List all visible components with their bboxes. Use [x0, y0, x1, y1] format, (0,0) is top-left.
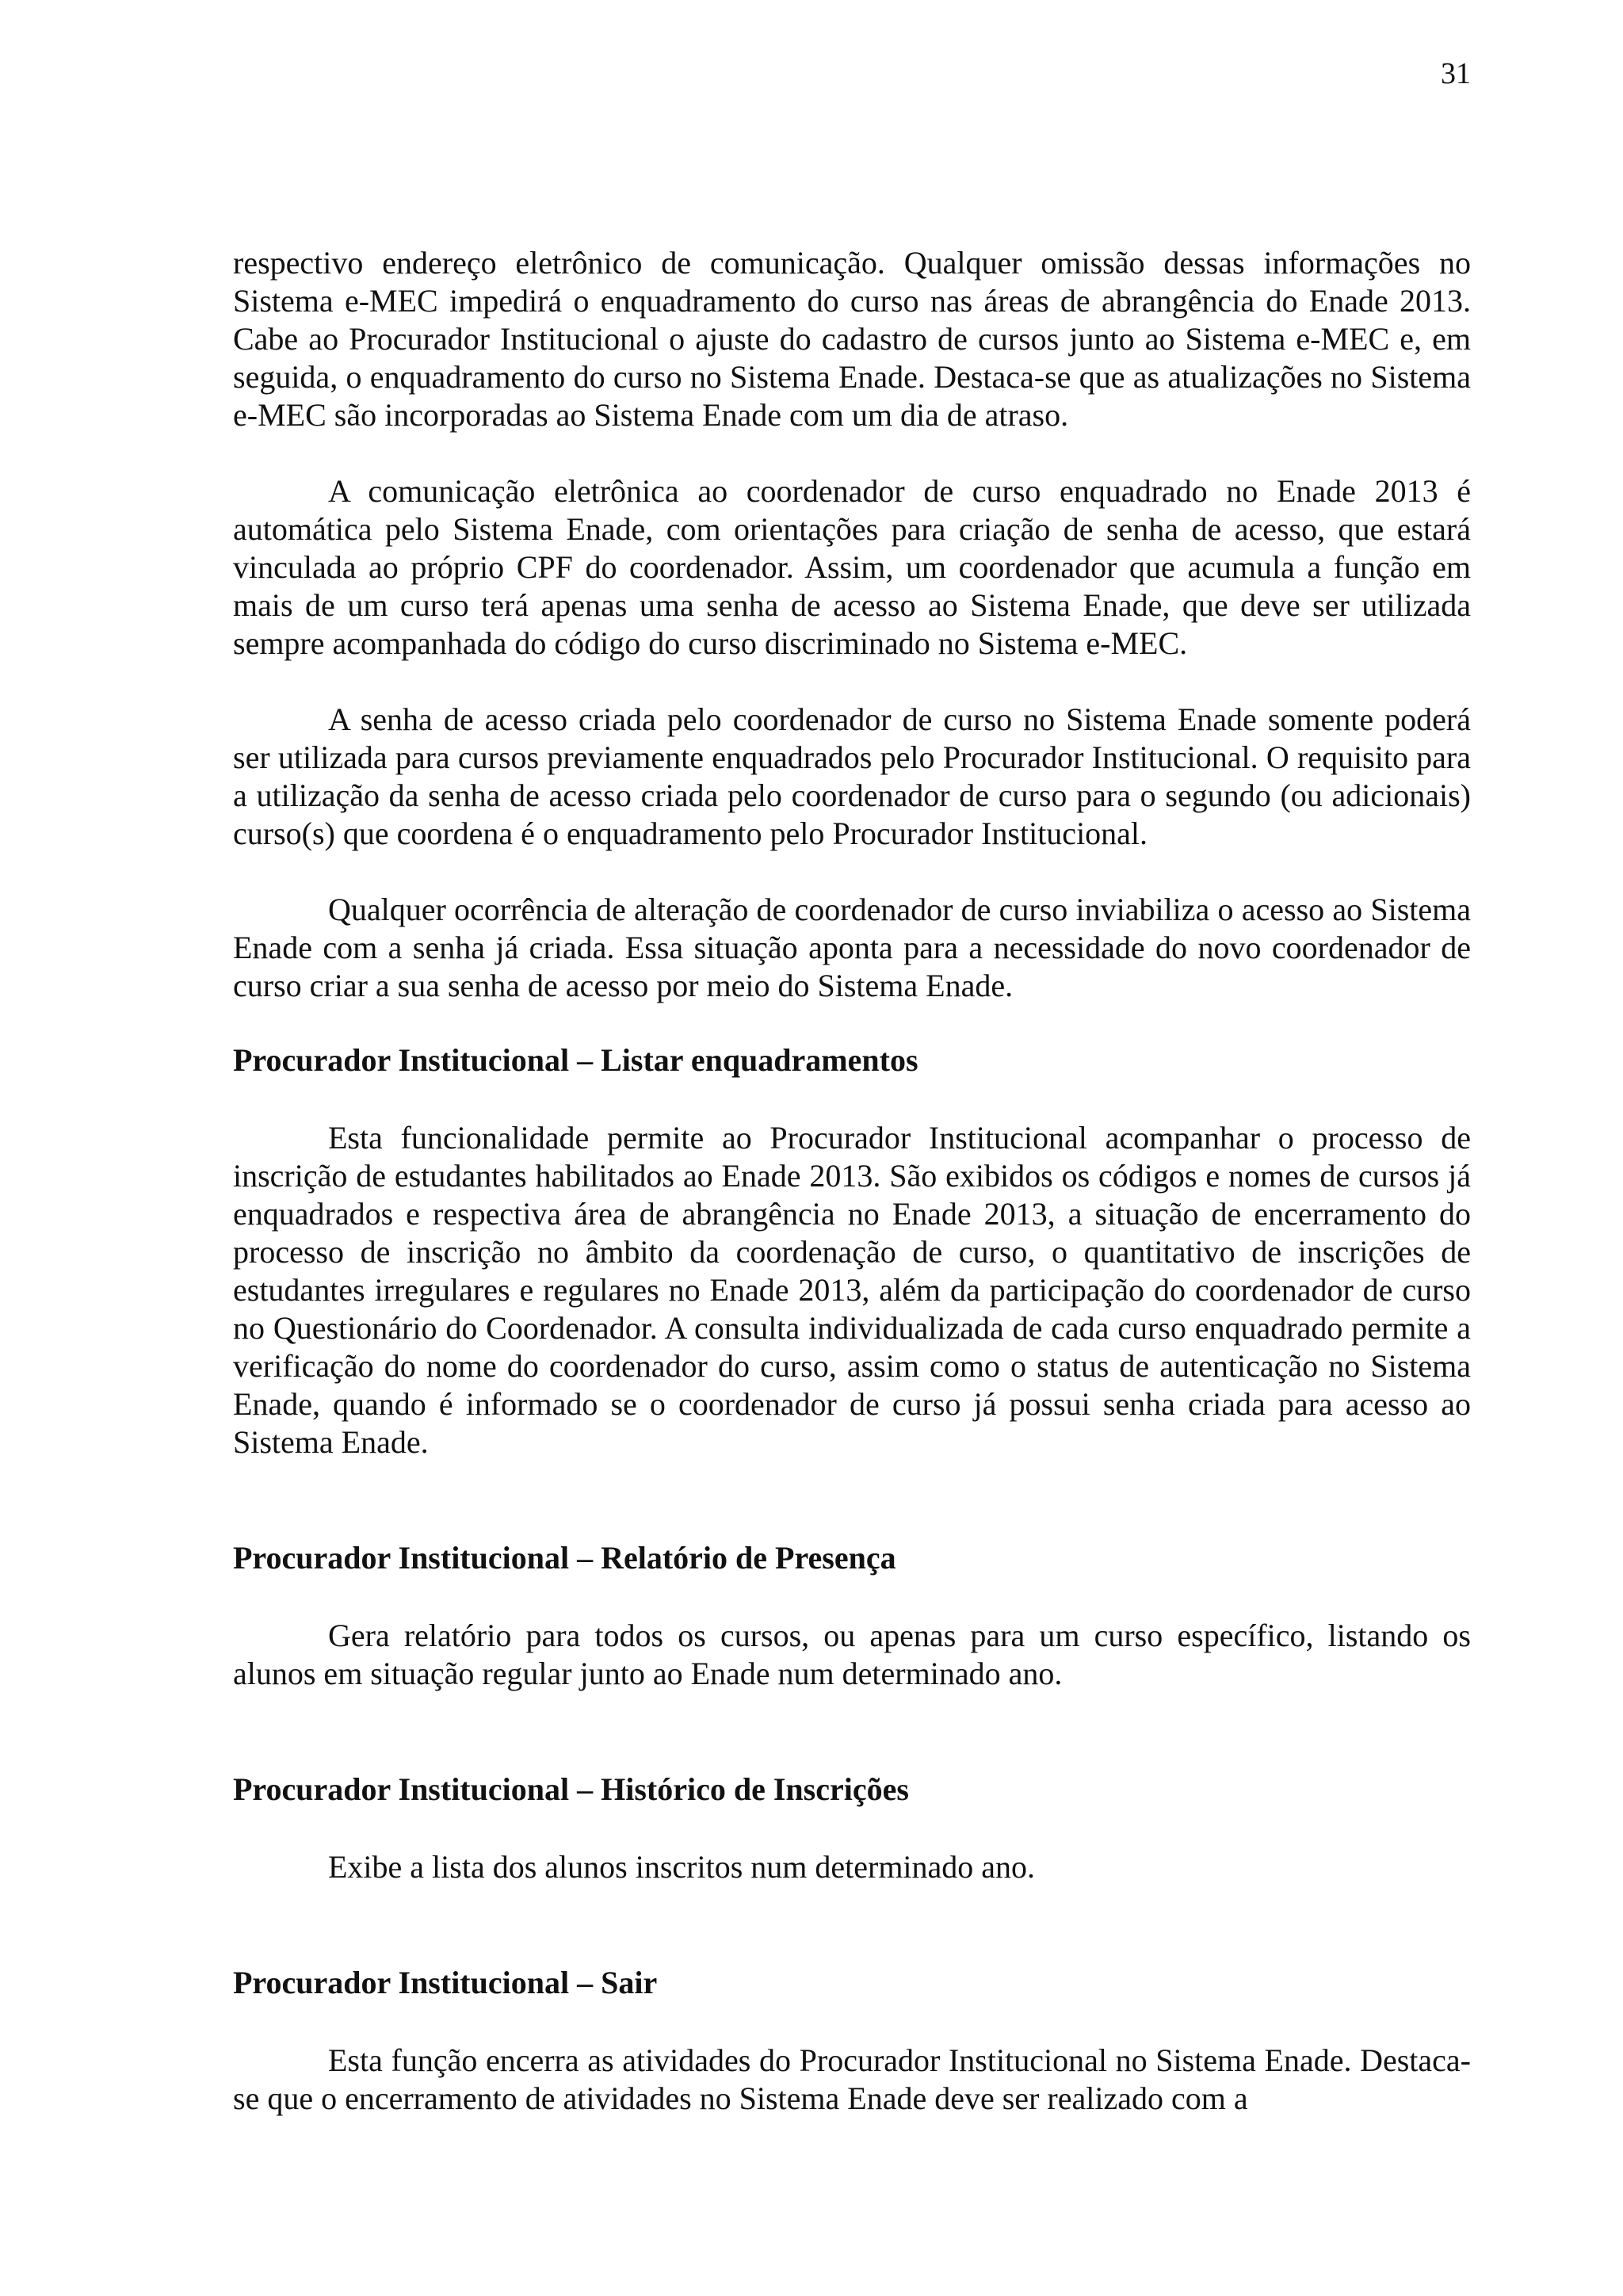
document-body [233, 244, 1471, 2118]
paragraph-access-password: A senha de acesso criada pelo coordenador de curso no Sistema Enade somente poderá ser utilizada para cursos previamente enquadrados pelo Procurador Institucional. O requisito para a utilização da senha de acesso criada pelo coordenador de curso para o segundo (ou adicionais) curso(s) que coordena é o enquadramento pelo Procurador Institucional. [233, 701, 1471, 851]
paragraph-historico-inscricoes: Exibe a lista dos alunos inscritos num determinado ano. [328, 1849, 1036, 1885]
paragraph-email-omission: respectivo endereço eletrônico de comunicação. Qualquer omissão dessas informações no Sistema e-MEC impedirá o enquadramento do curso nas áreas de abrangência do Enade 2013. Cabe ao Procurador Institucional o ajuste do cadastro de cursos junto ao Sistema e-MEC e, em seguida, o enquadramento do curso no Sistema Enade. Destaca-se que as atualizações no Sistema e-MEC são incorporadas ao Sistema Enade com um dia de atraso. [233, 245, 1471, 433]
heading-historico-inscricoes: Procurador Institucional – Histórico de Inscrições [233, 1771, 909, 1807]
paragraph-coordinator-communication: A comunicação eletrônica ao coordenador de curso enquadrado no Enade 2013 é automática pelo Sistema Enade, com orientações para criação de senha de acesso, que estará vinculada ao próprio CPF do coordenador. Assim, um coordenador que acumula a função em mais de um curso terá apenas uma senha de acesso ao Sistema Enade, que deve ser utilizada sempre acompanhada do código do curso discriminado no Sistema e-MEC. [233, 473, 1471, 661]
paragraph-listar-enquadramentos: Esta funcionalidade permite ao Procurador Institucional acompanhar o processo de inscrição de estudantes habilitados ao Enade 2013. São exibidos os códigos e nomes de cursos já enquadrados e respectiva área de abrangência no Enade 2013, a situação de encerramento do processo de inscrição no âmbito da coordenação de curso, o quantitativo de inscrições de estudantes irregulares e regulares no Enade 2013, além da participação do coordenador de curso no Questionário do Coordenador. A consulta individualizada de cada curso enquadrado permite a verificação do nome do coordenador do curso, assim como o status de autenticação no Sistema Enade, quando é informado se o coordenador de curso já possui senha criada para acesso ao Sistema Enade. [233, 1120, 1471, 1460]
paragraph-coordinator-change: Qualquer ocorrência de alteração de coordenador de curso inviabiliza o acesso ao Sistema Enade com a senha já criada. Essa situação aponta para a necessidade do novo coordenador de curso criar a sua senha de acesso por meio do Sistema Enade. [233, 892, 1471, 1003]
heading-sair: Procurador Institucional – Sair [233, 1965, 658, 2000]
heading-relatorio-presenca: Procurador Institucional – Relatório de Presença [233, 1540, 896, 1576]
page-number: 31 [1441, 57, 1471, 90]
paragraph-relatorio-presenca: Gera relatório para todos os cursos, ou apenas para um curso específico, listando os alunos em situação regular junto ao Enade num determinado ano. [233, 1618, 1471, 1691]
paragraph-sair: Esta função encerra as atividades do Procurador Institucional no Sistema Enade. Destaca-se que o encerramento de atividades no Sistema Enade deve ser realizado com a [233, 2042, 1471, 2116]
heading-listar-enquadramentos: Procurador Institucional – Listar enquadramentos [233, 1042, 918, 1078]
